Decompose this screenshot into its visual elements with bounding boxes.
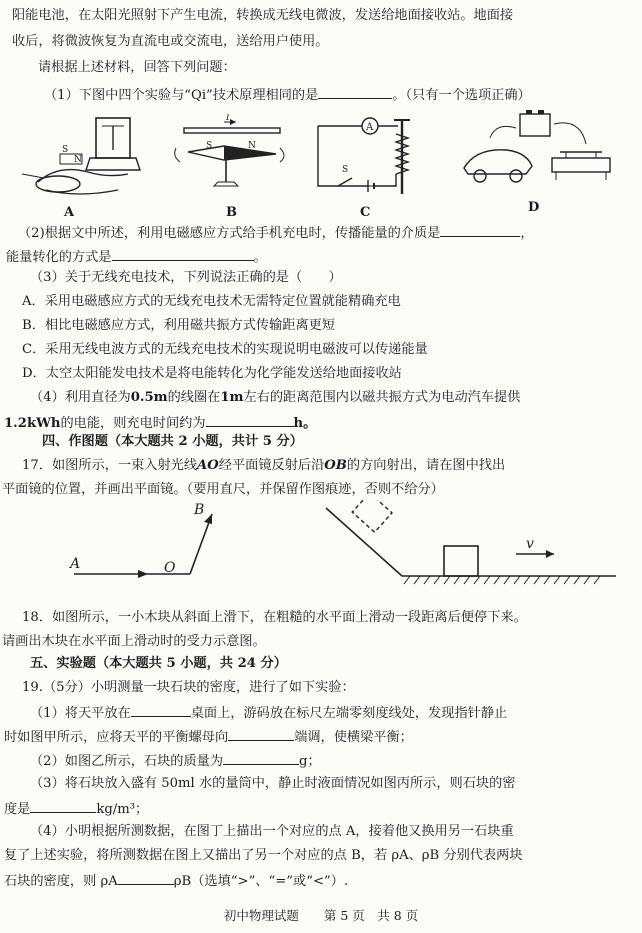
fig-b-current-label: I [226, 114, 230, 123]
q19-p3-text-c: kg/m³； [96, 802, 149, 817]
q19-p1-text-a: （1）将天平放在 [30, 706, 131, 721]
q4-unit: h。 [293, 416, 317, 431]
q19-table-blank[interactable] [131, 702, 191, 717]
fig-c-electromagnet-circuit [308, 112, 428, 202]
footer-page: 第 5 页 [323, 908, 365, 923]
q19-p2-text-b: g； [299, 754, 321, 769]
fig-b-n-label: N [248, 141, 256, 151]
q17-text-c: 的方向射出，请在图中找出 [346, 458, 506, 473]
footer-title: 初中物理试题 [223, 908, 299, 923]
fig-label-a: A [64, 205, 75, 220]
q19-compare-blank[interactable] [118, 870, 174, 885]
q19-p1-text-b: 桌面上，游码放在标尺左端零刻度线处，发现指针静止 [190, 706, 508, 721]
q17-line-2: 平面镜的位置，并画出平面镜。（要用直尺，并保留作图痕迹，否则不给分） [2, 482, 444, 497]
q4-line-1 [30, 388, 520, 408]
q19-part-1-line-2 [4, 726, 413, 748]
q2-text-a: （2)根据文中所述，利用电磁感应方式给手机充电时，传播能量的介质是 [18, 226, 441, 241]
intro-line-1: 阳能电池，在太阳光照射下产生电流，转换成无线电微波，发送给地面接收站。地面接 [12, 8, 514, 23]
q4-diameter: 0.5m [130, 390, 168, 405]
fig-b-oersted-experiment [172, 114, 292, 200]
q2-line-2 [6, 246, 267, 268]
q17-ob: OB [324, 458, 347, 473]
q17-label-a: A [70, 556, 81, 572]
q19-p1-text-c: 时如图甲所示，应将天平的平衡螺母向 [4, 730, 229, 745]
q19-stem: 19.（5分）小明测量一块石块的密度，进行了如下实验： [22, 680, 355, 695]
fig-label-c: C [360, 205, 371, 220]
fig-a-s-label: S [62, 145, 69, 155]
q2-text-c: 能量转化的方式是 [6, 250, 112, 265]
q19-part-2 [30, 750, 321, 772]
q18-incline-diagram [320, 500, 620, 590]
fig-label-b: B [226, 205, 237, 220]
q19-part-4-line-2: 复了上述实验，将所测数据在图上又描出了另一个对应的点 B，若 ρA、ρB 分别代表两块 [4, 848, 523, 863]
q19-p4-text-c: 石块的密度，则 ρA [4, 874, 118, 889]
q2-text-d: 。 [253, 250, 267, 265]
q4-text-b: 的线圈在 [167, 390, 221, 405]
q3-option-b[interactable]: B．相比电磁感应方式，利用磁共振方式传输距离更短 [22, 318, 336, 333]
q17-text-a: 17．如图所示，一束入射光线 [22, 458, 198, 473]
fig-a-n-label: N [74, 155, 82, 165]
q4-time-blank[interactable] [206, 412, 294, 427]
footer-total: 共 8 页 [377, 908, 419, 923]
fig-c-s-label: S [342, 165, 349, 175]
q3-option-c[interactable]: C．采用无线电波方式的无线充电技术的实现说明电磁波可以传递能量 [22, 342, 428, 357]
q3-option-a[interactable]: A．采用电磁感应方式的无线充电技术无需特定位置就能精确充电 [22, 294, 401, 309]
q17-text-b: 经平面镜反射后沿 [218, 458, 325, 473]
q4-distance: 1m [220, 390, 244, 405]
section-4-title: 四、作图题（本大题共 2 小题，共计 5 分） [42, 434, 303, 449]
q18-line-1: 18．如图所示，一小木块从斜面上滑下，在粗糙的水平面上滑动一段距离后便停下来。 [22, 610, 527, 625]
q4-line-2 [4, 412, 316, 434]
q3-option-d[interactable]: D．太空太阳能发电技术是将电能转化为化学能发送给地面接收站 [22, 366, 402, 381]
q19-p3-text-b: 度是 [4, 802, 31, 817]
q17-line-1 [22, 456, 505, 476]
q3-stem: （3）关于无线充电技术，下列说法正确的是（ ） [30, 270, 342, 285]
fig-label-d: D [528, 200, 540, 215]
q2-text-b: ， [520, 226, 534, 241]
q19-direction-blank[interactable] [228, 726, 294, 741]
q1-text-b: 。（只有一个选项正确） [392, 88, 531, 103]
q17-label-o: O [164, 560, 176, 576]
q2-conversion-blank[interactable] [112, 246, 254, 261]
q4-text-a: （4）利用直径为 [30, 390, 131, 405]
q19-p2-text-a: （2）如图乙所示，石块的质量为 [30, 754, 224, 769]
q2-line-1 [18, 222, 534, 244]
fig-c-ammeter-label: A [366, 122, 374, 133]
q18-velocity-label: v [526, 536, 534, 552]
q19-p1-text-d: 端调，使横梁平衡； [294, 730, 413, 745]
q19-p4-text-d: ρB（选填“>”、“=”或“<”）. [173, 874, 349, 889]
page-footer [0, 906, 642, 924]
q2-medium-blank[interactable] [440, 222, 520, 237]
fig-b-s-label: S [206, 141, 213, 151]
q19-density-blank[interactable] [30, 798, 96, 813]
intro-prompt: 请根据上述材料，回答下列问题： [38, 60, 236, 75]
q19-part-1-line-1 [30, 702, 507, 724]
q19-part-4-line-1: （4）小明根据所测数据，在图丁上描出一个对应的点 A，接着他又换用另一石块重 [30, 824, 514, 839]
q17-ray-diagram [60, 500, 230, 590]
q19-part-3-line-2 [4, 798, 148, 820]
q17-label-b: B [194, 502, 205, 518]
q4-energy: 1.2kWh [4, 416, 61, 431]
q1-text-a: （1）下图中四个实验与“Qi”技术原理相同的是 [44, 88, 319, 103]
q18-line-2: 请画出木块在水平面上滑动时的受力示意图。 [2, 634, 266, 649]
fig-a-induction-experiment [18, 112, 168, 202]
q19-part-4-line-3 [4, 870, 348, 892]
q19-mass-blank[interactable] [223, 750, 299, 765]
q4-text-d: 的电能，则充电时间约为 [60, 416, 206, 431]
q1-stem [44, 84, 531, 106]
q1-answer-blank[interactable] [318, 84, 392, 99]
intro-line-2: 收后，将微波恢复为直流电或交流电，送给用户使用。 [12, 34, 329, 49]
q19-part-3-line-1: （3）将石块放入盛有 50ml 水的量筒中，静止时液面情况如图丙所示，则石块的密 [30, 776, 516, 791]
section-5-title: 五、实验题（本大题共 5 小题，共 24 分） [30, 656, 287, 671]
q4-text-c: 左右的距离范围内以磁共振方式为电动汽车提供 [243, 390, 521, 405]
fig-d-power-car [456, 108, 616, 200]
q17-ao: AO [197, 458, 219, 473]
